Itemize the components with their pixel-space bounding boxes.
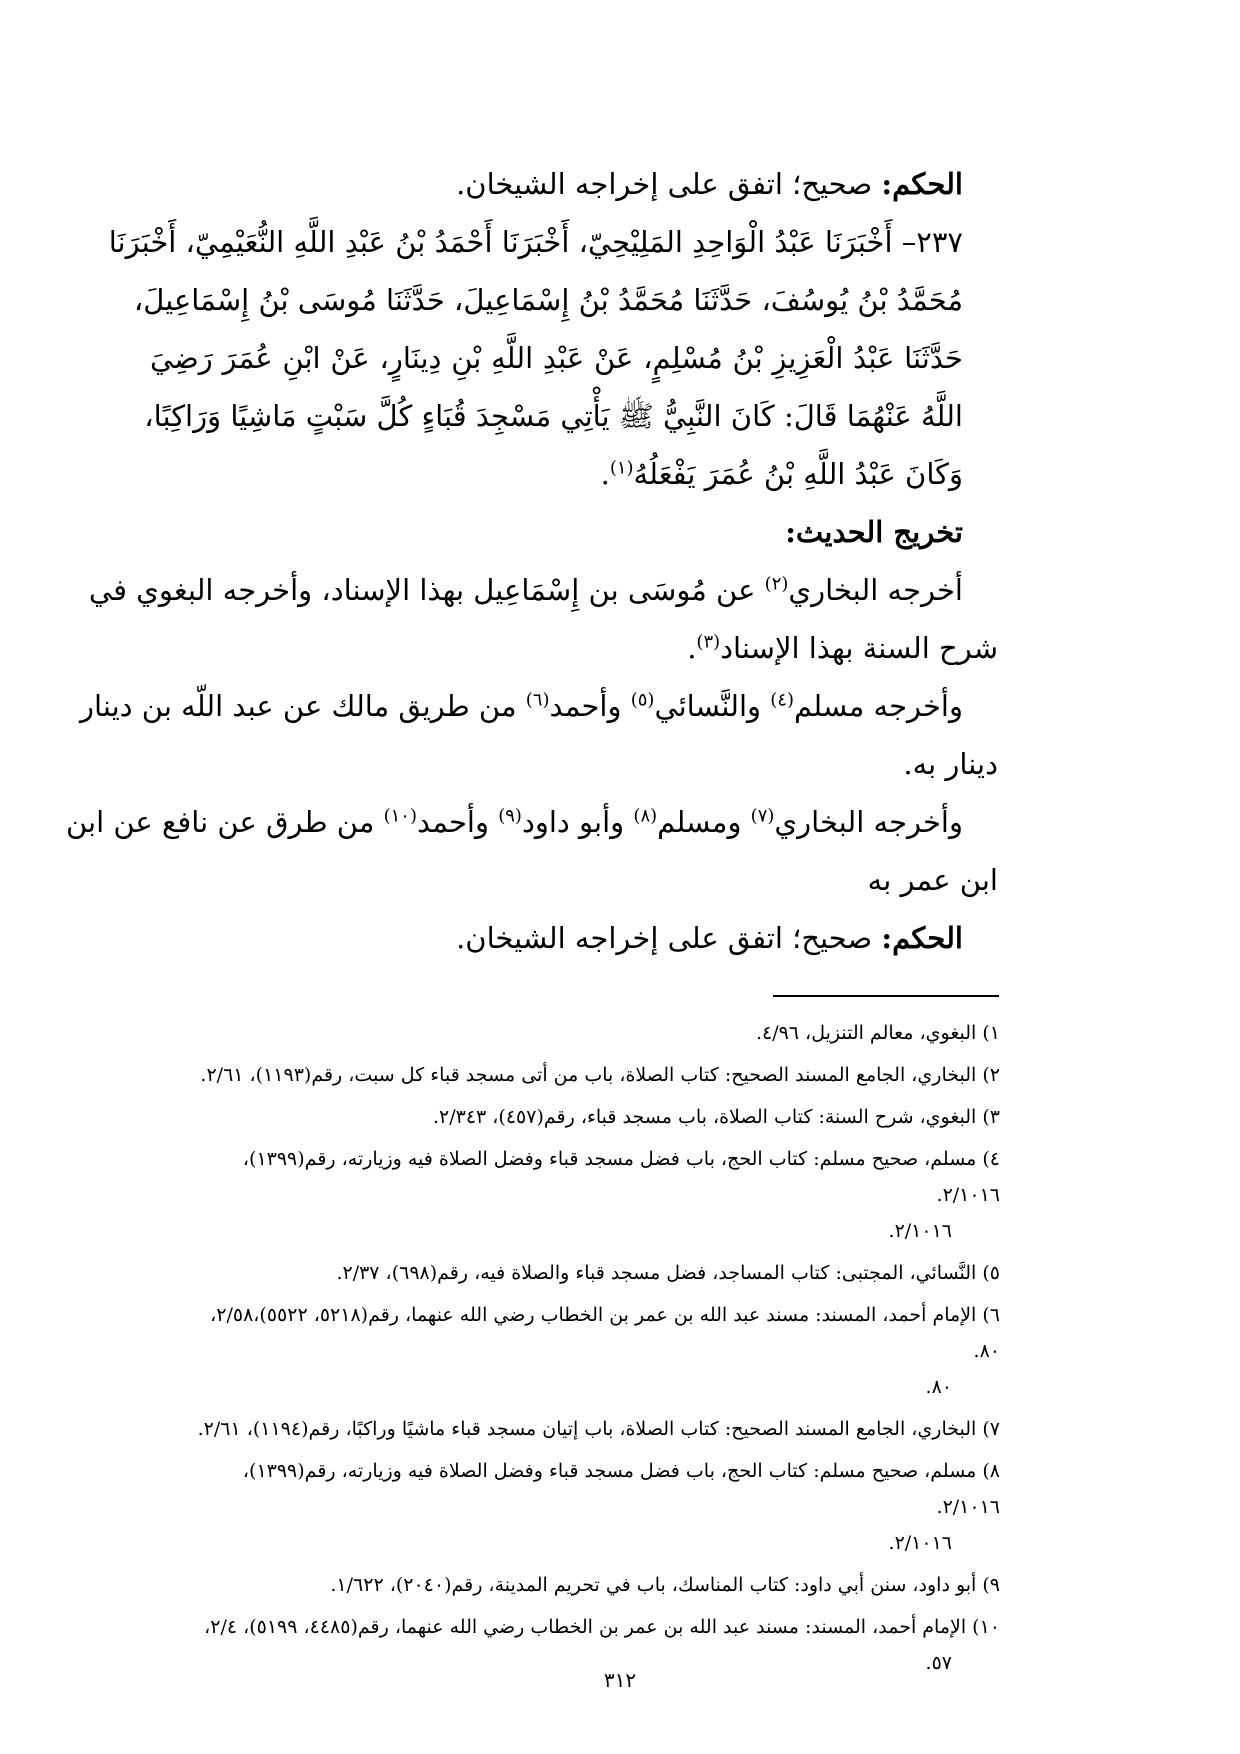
footnote-text: ٤) مسلم، صحيح مسلم: كتاب الحج، باب فضل مسجد قباء وفضل الصلاة فيه وزيارته، رقم(١٣٩٩)، ٢/١٠١٦. bbox=[242, 1148, 1000, 1206]
footnote-ref[interactable]: (٣) bbox=[696, 631, 721, 653]
footnote-9 bbox=[180, 1567, 1000, 1603]
verdict-line bbox=[150, 155, 998, 213]
footnote-3 bbox=[180, 1099, 1000, 1135]
para1-line-1 bbox=[88, 561, 998, 619]
footnote-continuation: ٥٧. bbox=[925, 1652, 952, 1674]
para-text: . bbox=[687, 631, 697, 665]
hadith-line-2: مُحَمَّدُ بْنُ يُوسُفَ، حَدَّثَنَا مُحَمَّدُ بْنُ إِسْمَاعِيلَ، حَدَّثَنَا مُوسَى بْنُ إِسْمَاعِيلَ، bbox=[133, 283, 963, 317]
footnote-continuation: ٢/١٠١٦. bbox=[888, 1220, 952, 1242]
main-text bbox=[65, 155, 998, 967]
footnote-ref[interactable]: (١٠) bbox=[383, 805, 418, 827]
para-text: وأحمد bbox=[549, 689, 631, 723]
verdict-text: صحيح؛ اتفق على إخراجه الشيخان. bbox=[456, 921, 882, 955]
hadith-line-4: اللَّهُ عَنْهُمَا قَالَ: كَانَ النَّبِيُّ ﷺ يَأْتِي مَسْجِدَ قُبَاءٍ كُلَّ سَبْتٍ مَاشِيًا وَرَاكِبًا، bbox=[144, 399, 963, 433]
para2-line-1 bbox=[80, 677, 998, 735]
footnote-2 bbox=[180, 1057, 1000, 1093]
para-text: وأحمد bbox=[417, 805, 499, 839]
footnote-text: ٣) البغوي، شرح السنة: كتاب الصلاة، باب مسجد قباء، رقم(٤٥٧)، ٢/٣٤٣. bbox=[432, 1106, 1000, 1128]
footnote-text: ٢) البخاري، الجامع المسند الصحيح: كتاب الصلاة، باب من أتى مسجد قباء كل سبت، رقم(١١٩٣)، ٢/٦١. bbox=[200, 1064, 1000, 1086]
verdict-label: الحكم: bbox=[881, 921, 963, 955]
para-text: والنَّسائي bbox=[654, 689, 771, 723]
footnote-6 bbox=[180, 1297, 1000, 1405]
para-text: وأبو داود bbox=[521, 805, 634, 839]
para-text: عن مُوسَى بن إِسْمَاعِيل بهذا الإسناد، وأخرجه البغوي في bbox=[88, 573, 765, 607]
footnotes bbox=[180, 1015, 1000, 1687]
takhrij-heading: تخريج الحديث: bbox=[785, 515, 963, 549]
footnote-text: ٦) الإمام أحمد، المسند: مسند عبد الله بن عمر بن الخطاب رضي الله عنهما، رقم(٥٢١٨، ٥٥٢٢)،٢/٥٨، ٨٠. bbox=[210, 1304, 1000, 1362]
para3-line-2: ابن عمر به bbox=[867, 863, 998, 897]
para-text: أخرجه البخاري bbox=[788, 573, 963, 607]
footnote-5 bbox=[180, 1255, 1000, 1291]
page-number: ٣١٢ bbox=[603, 1668, 637, 1692]
para-text: من طريق مالك عن عبد اللّه بن دينار bbox=[80, 689, 526, 723]
hadith-line-3: حَدَّثَنَا عَبْدُ الْعَزِيزِ بْنُ مُسْلِمٍ، عَنْ عَبْدِ اللَّهِ بْنِ دِينَارٍ، عَنْ ابْنِ عُمَرَ رَضِيَ bbox=[150, 341, 963, 375]
footnote-4 bbox=[180, 1141, 1000, 1249]
footnote-text: ٥) النَّسائي، المجتبى: كتاب المساجد، فضل مسجد قباء والصلاة فيه، رقم(٦٩٨)، ٢/٣٧. bbox=[336, 1262, 1000, 1284]
hadith-line-5 bbox=[150, 445, 998, 503]
footnote-ref[interactable]: (١) bbox=[609, 457, 634, 479]
footnote-text: ٧) البخاري، الجامع المسند الصحيح: كتاب الصلاة، باب إتيان مسجد قباء ماشيًا وراكبًا، رقم(١١٩٤)، ٢/٦١. bbox=[197, 1418, 1000, 1440]
footnote-1 bbox=[180, 1015, 1000, 1051]
footnote-ref[interactable]: (٤) bbox=[770, 689, 794, 711]
para2-line-2: دينار به. bbox=[903, 747, 998, 781]
footnote-7 bbox=[180, 1411, 1000, 1447]
verdict-label: الحكم: bbox=[881, 167, 963, 201]
footnote-8 bbox=[180, 1453, 1000, 1561]
para-text: من طرق عن نافع عن ابن bbox=[65, 805, 384, 839]
footnote-separator bbox=[773, 995, 999, 997]
footnote-ref[interactable]: (٦) bbox=[525, 689, 550, 711]
footnote-ref[interactable]: (٢) bbox=[764, 573, 789, 595]
hadith-last-text: وَكَانَ عَبْدُ اللَّهِ بْنُ عُمَرَ يَفْعَلُهُ bbox=[633, 457, 963, 491]
footnote-ref[interactable]: (٧) bbox=[750, 805, 775, 827]
footnote-text: ٨) مسلم، صحيح مسلم: كتاب الحج، باب فضل مسجد قباء وفضل الصلاة فيه وزيارته، رقم(١٣٩٩)، ٢/١٠١٦. bbox=[242, 1460, 1000, 1518]
footnote-ref[interactable]: (٩) bbox=[498, 805, 522, 827]
footnote-ref[interactable]: (٨) bbox=[633, 805, 658, 827]
para-text: وأخرجه البخاري bbox=[774, 805, 963, 839]
footnote-text: ١٠) الإمام أحمد، المسند: مسند عبد الله بن عمر بن الخطاب رضي الله عنهما، رقم(٤٤٨٥، ٥١٩٩)، ٢/٤، bbox=[204, 1616, 1000, 1638]
para-text: شرح السنة بهذا الإسناد bbox=[720, 631, 998, 665]
verdict-line bbox=[150, 909, 998, 967]
footnote-continuation: ٢/١٠١٦. bbox=[888, 1532, 952, 1554]
para-text: ومسلم bbox=[657, 805, 751, 839]
hadith-last-end: . bbox=[600, 457, 610, 491]
hadith-line-1: ٢٣٧– أَخْبَرَنَا عَبْدُ الْوَاحِدِ المَلِيْحِيّ، أَخْبَرَنَا أَحْمَدُ بْنُ عَبْدِ اللَّهِ النُّعَيْمِيّ، أَخْبَرَنَا bbox=[108, 225, 963, 259]
footnote-ref[interactable]: (٥) bbox=[630, 689, 655, 711]
para-text: وأخرجه مسلم bbox=[794, 689, 963, 723]
verdict-text: صحيح؛ اتفق على إخراجه الشيخان. bbox=[456, 167, 882, 201]
para1-line-2 bbox=[150, 619, 998, 677]
para3-line-1 bbox=[65, 793, 998, 851]
footnote-continuation: ٨٠. bbox=[925, 1376, 952, 1398]
footnote-text: ١) البغوي، معالم التنزيل، ٤/٩٦. bbox=[755, 1022, 1000, 1044]
footnote-text: ٩) أبو داود، سنن أبي داود: كتاب المناسك، باب في تحريم المدينة، رقم(٢٠٤٠)، ١/٦٢٢. bbox=[330, 1574, 1000, 1596]
